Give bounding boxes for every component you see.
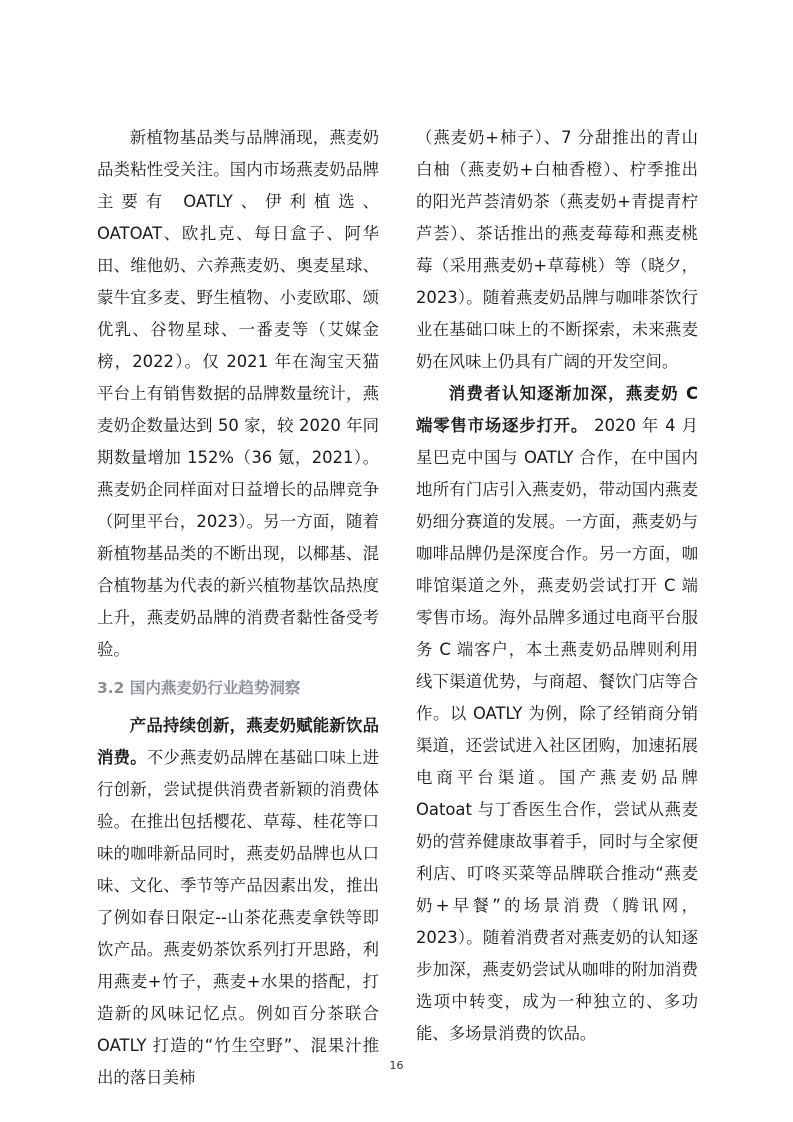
paragraph-lead-consumer-awareness: 消费者认知逐渐加深，燕麦奶 C 端零售市场逐步打开。 [416,384,698,435]
section-heading-3-2: 3.2 国内燕麦奶行业趋势洞察 [97,679,301,697]
paragraph-product-innovation [97,710,379,1094]
page-number: 16 [389,1059,404,1072]
paragraph-lead-product-innovation: 产品持续创新，燕麦奶赋能新饮品消费。 [97,716,379,767]
paragraph-body-product-innovation: 不少燕麦奶品牌在基础口味上进行创新，尝试提供消费者新颖的消费体验。在推出包括樱花、草莓、桂花等口味的咖啡新品同时，燕麦奶品牌也从口味、文化、季节等产品因素出发，推出了例如春日限定--山茶花燕麦拿铁等即饮产品。燕麦奶茶饮系列打开思路，利用燕麦+竹子，燕麦+水果的搭配，打造新的风味记忆点。例如百分茶联合 OATLY 打造的“竹生空野”、混果汁推出的落日美柿 [97,748,380,1087]
right-column [416,122,698,1050]
paragraph-consumer-awareness [416,378,698,1050]
left-column [97,122,379,1094]
paragraph-body-consumer-awareness: 2020 年 4 月星巴克中国与 OATLY 合作，在中国内地所有门店引入燕麦奶，带动国内燕麦奶细分赛道的发展。一方面，燕麦奶与咖啡品牌仍是深度合作。另一方面，咖啡馆渠道之外，燕麦奶尝试打开 C 端零售市场。海外品牌多通过电商平台服务 C 端客户，本土燕麦奶品牌则利用线下渠道优势，与商超、餐饮门店等合作。以 OATLY 为例，除了经销商分销渠道，还尝试进入社区团购，加速拓展电商平台渠道。国产燕麦奶品牌 Oatoat 与丁香医生合作，尝试从燕麦奶的营养健康故事着手，同时与全家便利店、叮咚买菜等品牌联合推动“燕麦奶+早餐”的场景消费（腾讯网，2023）。随着消费者对燕麦奶的认知逐步加深，燕麦奶尝试从咖啡的附加消费选项中转变，成为一种独立的、多功能、多场景消费的饮品。 [416,416,698,1043]
paragraph-new-plant-based-brands: 新植物基品类与品牌涌现，燕麦奶品类粘性受关注。国内市场燕麦奶品牌主要有 OATLY、伊利植选、OATOAT、欧扎克、每日盒子、阿华田、维他奶、六养燕麦奶、奥麦星球、蒙牛宜多麦、野生植物、小麦欧耶、颂优乳、谷物星球、一番麦等（艾媒金榜，2022）。仅 2021 年在淘宝天猫平台上有销售数据的品牌数量统计，燕麦奶企数量达到 50 家，较 2020 年同期数量增加 152%（36 氪，2021）。燕麦奶企同样面对日益增长的品牌竞争（阿里平台，2023）。另一方面，随着新植物基品类的不断出现，以椰基、混合植物基为代表的新兴植物基饮品热度上升，燕麦奶品牌的消费者黏性备受考验。 [97,128,379,659]
paragraph-flavor-examples: （燕麦奶+柿子）、7 分甜推出的青山白柚（燕麦奶+白柚香橙）、柠季推出的阳光芦荟清奶茶（燕麦奶+青提青柠芦荟）、茶话推出的燕麦莓莓和燕麦桃莓（采用燕麦奶+草莓桃）等（晓夕，2023）。随着燕麦奶品牌与咖啡茶饮行业在基础口味上的不断探索，未来燕麦奶在风味上仍具有广阔的开发空间。 [416,128,698,371]
